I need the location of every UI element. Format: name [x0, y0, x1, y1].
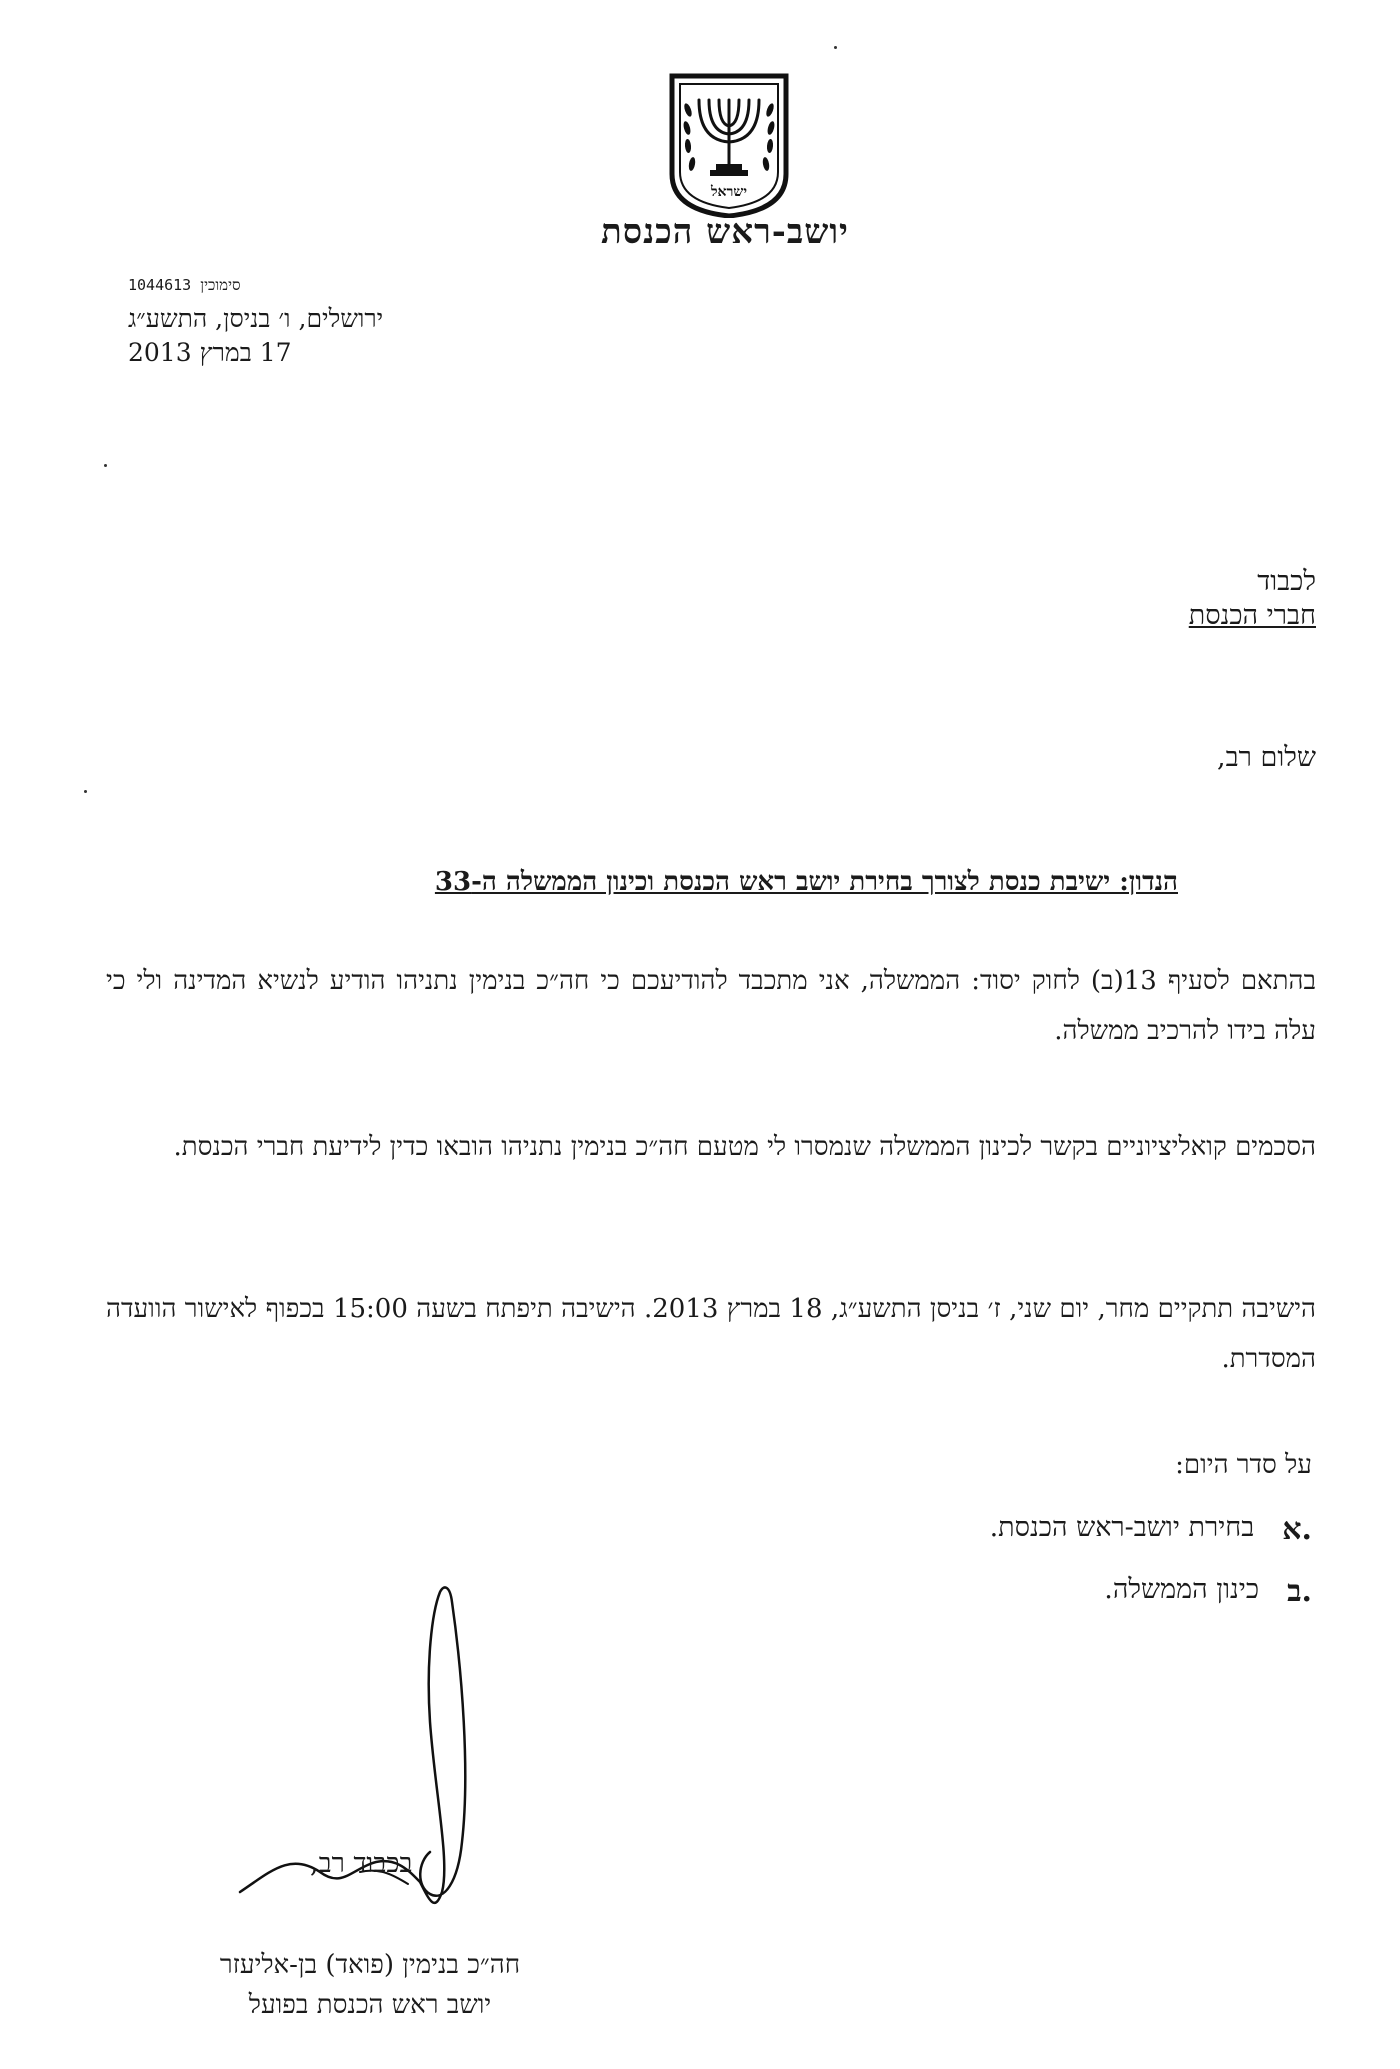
- agenda-item-text: בחירת יושב-ראש הכנסת.: [989, 1512, 1255, 1543]
- date-gregorian: 17 במרץ 2013: [128, 338, 292, 367]
- body-paragraph: הישיבה תתקיים מחר, יום שני, ז׳ בניסן התשע״ג, 18 במרץ 2013. הישיבה תיפתח בשעה 15:00 בכפוף לאישור הוועדה המסדרת.: [106, 1294, 1317, 1374]
- state-emblem-icon: [666, 70, 792, 218]
- addressee-label: לכבוד: [1257, 566, 1316, 597]
- svg-text:ישראל: ישראל: [711, 184, 747, 200]
- agenda-title: על סדר היום:: [1175, 1450, 1312, 1480]
- agenda-item-text: כינון הממשלה.: [1104, 1574, 1260, 1605]
- handwritten-signature: [230, 1572, 530, 1952]
- body-paragraph: בהתאם לסעיף 13(ב) לחוק יסוד: הממשלה, אני מתכבד להודיעכם כי חה״כ בנימין נתניהו הודיע לנשיא המדינה ולי כי עלה בידו להרכיב ממשלה.: [106, 966, 1316, 1046]
- reference-number: סימוכין 1044613: [128, 276, 241, 294]
- signer-title: יושב ראש הכנסת בפועל: [248, 1990, 492, 2020]
- scan-speck: [104, 464, 107, 467]
- date-hebrew: ירושלים, ו׳ בניסן, התשע״ג: [128, 304, 384, 333]
- body-paragraph: הסכמים קואליציוניים בקשר לכינון הממשלה שנמסרו לי מטעם חה״כ בנימין נתניהו הובאו כדין לידיעת חברי הכנסת.: [173, 1132, 1316, 1162]
- scan-speck: [84, 790, 87, 793]
- greeting: שלום רב,: [1217, 742, 1316, 773]
- recipient: חברי הכנסת: [1188, 600, 1316, 631]
- signer-name: חה״כ בנימין (פואד) בן-אליעזר: [219, 1950, 521, 1980]
- closing-phrase: בכבוד רב,: [310, 1848, 413, 1879]
- agenda-item: [1104, 1574, 1312, 1609]
- agenda-item-letter: א.: [1282, 1512, 1312, 1547]
- agenda-item: [990, 1512, 1312, 1547]
- office-title: יושב-ראש הכנסת: [601, 212, 849, 252]
- scan-speck: [834, 46, 837, 49]
- subject-line: הנדון: ישיבת כנסת לצורך בחירת יושב ראש הכנסת וכינון הממשלה ה-33: [434, 867, 1178, 897]
- agenda-item-letter: ב.: [1287, 1574, 1312, 1609]
